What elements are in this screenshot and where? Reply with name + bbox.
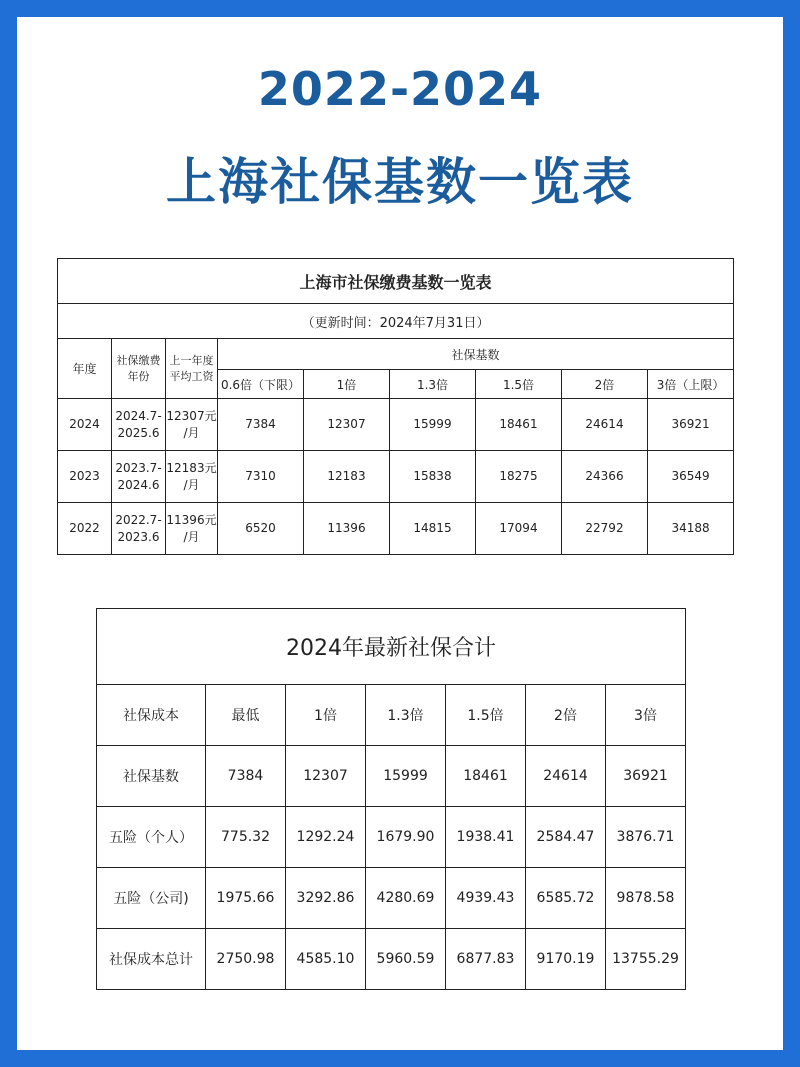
cell-value: 1938.41 xyxy=(446,807,526,868)
header-period: 社保缴费 年份 xyxy=(112,339,166,399)
cell-value: 15999 xyxy=(366,746,446,807)
cell-value: 9170.19 xyxy=(526,929,606,990)
cell-value: 24366 xyxy=(562,451,648,503)
cell-value: 7310 xyxy=(218,451,304,503)
header-cell: 1.5倍 xyxy=(446,685,526,746)
cell-period: 2023.7- 2024.6 xyxy=(112,451,166,503)
header-cell: 2倍 xyxy=(526,685,606,746)
table-row xyxy=(58,451,734,503)
cell-value: 3876.71 xyxy=(606,807,686,868)
cell-value: 15999 xyxy=(390,399,476,451)
cell-value: 9878.58 xyxy=(606,868,686,929)
header-cell: 社保成本 xyxy=(97,685,206,746)
header-avg-wage: 上一年度 平均工资 xyxy=(166,339,218,399)
cell-value: 12307 xyxy=(304,399,390,451)
table-row xyxy=(97,807,686,868)
header-cell: 1倍 xyxy=(286,685,366,746)
table-row xyxy=(97,929,686,990)
cell-value: 12183 xyxy=(304,451,390,503)
cell-value: 6520 xyxy=(218,503,304,555)
cell-avg-wage: 12307元 /月 xyxy=(166,399,218,451)
cell-avg-wage: 11396元 /月 xyxy=(166,503,218,555)
update-time: （更新时间：2024年7月31日） xyxy=(58,304,734,339)
cell-value: 4585.10 xyxy=(286,929,366,990)
cell-value: 5960.59 xyxy=(366,929,446,990)
cell-value: 18461 xyxy=(446,746,526,807)
cell-value: 14815 xyxy=(390,503,476,555)
page-title: 上海社保基数一览表 xyxy=(166,153,634,211)
cell-value: 7384 xyxy=(206,746,286,807)
header-base: 3倍（上限） xyxy=(648,370,734,399)
cell-period: 2022.7- 2023.6 xyxy=(112,503,166,555)
cell-value: 11396 xyxy=(304,503,390,555)
cell-value: 2584.47 xyxy=(526,807,606,868)
cost-summary-table xyxy=(96,608,686,990)
header-base-group: 社保基数 xyxy=(218,339,734,370)
cell-value: 34188 xyxy=(648,503,734,555)
year-range-heading: 2022-2024 xyxy=(257,62,543,116)
cell-value: 24614 xyxy=(526,746,606,807)
cell-value: 36921 xyxy=(606,746,686,807)
cell-value: 17094 xyxy=(476,503,562,555)
cell-value: 22792 xyxy=(562,503,648,555)
header-year: 年度 xyxy=(58,339,112,399)
cell-value: 13755.29 xyxy=(606,929,686,990)
table-title: 上海市社保缴费基数一览表 xyxy=(58,259,734,304)
row-label: 社保成本总计 xyxy=(97,929,206,990)
header-cell: 1.3倍 xyxy=(366,685,446,746)
cell-value: 36549 xyxy=(648,451,734,503)
cell-value: 7384 xyxy=(218,399,304,451)
header-base: 1.3倍 xyxy=(390,370,476,399)
cell-year: 2022 xyxy=(58,503,112,555)
cell-value: 775.32 xyxy=(206,807,286,868)
table-row xyxy=(58,503,734,555)
cell-value: 24614 xyxy=(562,399,648,451)
header-cell: 最低 xyxy=(206,685,286,746)
cell-year: 2024 xyxy=(58,399,112,451)
cell-value: 2750.98 xyxy=(206,929,286,990)
header-cell: 3倍 xyxy=(606,685,686,746)
cell-value: 36921 xyxy=(648,399,734,451)
cell-value: 1292.24 xyxy=(286,807,366,868)
cell-value: 6585.72 xyxy=(526,868,606,929)
table-header-row xyxy=(97,685,686,746)
cell-value: 18461 xyxy=(476,399,562,451)
table-row xyxy=(58,399,734,451)
cell-value: 3292.86 xyxy=(286,868,366,929)
cell-value: 6877.83 xyxy=(446,929,526,990)
table-row xyxy=(97,868,686,929)
cell-value: 18275 xyxy=(476,451,562,503)
cell-value: 4280.69 xyxy=(366,868,446,929)
cell-year: 2023 xyxy=(58,451,112,503)
cell-value: 1679.90 xyxy=(366,807,446,868)
header-base: 0.6倍（下限） xyxy=(218,370,304,399)
header-base: 1倍 xyxy=(304,370,390,399)
table-row xyxy=(97,746,686,807)
row-label: 社保基数 xyxy=(97,746,206,807)
cell-value: 1975.66 xyxy=(206,868,286,929)
cell-value: 15838 xyxy=(390,451,476,503)
table-title: 2024年最新社保合计 xyxy=(97,609,686,685)
row-label: 五险（个人） xyxy=(97,807,206,868)
cell-period: 2024.7- 2025.6 xyxy=(112,399,166,451)
header-base: 1.5倍 xyxy=(476,370,562,399)
cell-avg-wage: 12183元 /月 xyxy=(166,451,218,503)
base-rate-table xyxy=(57,258,734,555)
cell-value: 4939.43 xyxy=(446,868,526,929)
header-base: 2倍 xyxy=(562,370,648,399)
cell-value: 12307 xyxy=(286,746,366,807)
row-label: 五险（公司) xyxy=(97,868,206,929)
